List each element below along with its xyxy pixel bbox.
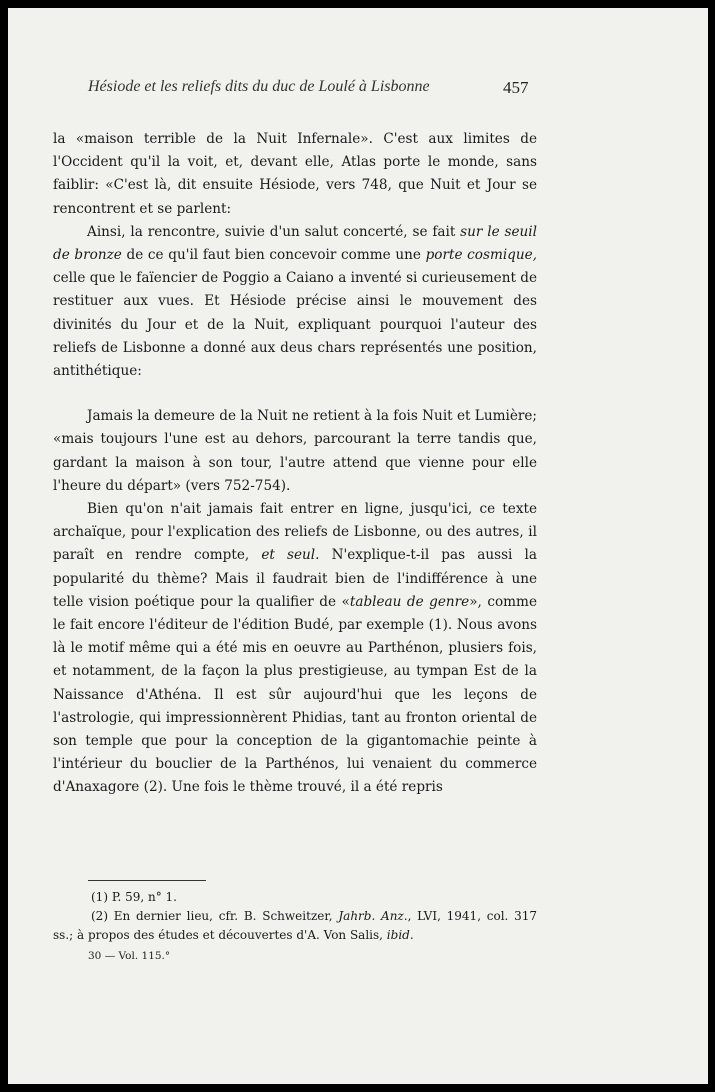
text-run: , LVI, 1941, col. 317 ss.; à propos des études et découvertes d'A. Von Salis, (53, 909, 538, 942)
italic-run: Jahrb. Anz. (338, 909, 408, 923)
text-run: Ainsi, la rencontre, suivie d'un salut concerté, se fait (87, 223, 461, 240)
footnote-2 (53, 907, 537, 945)
running-title: Hésiode et les reliefs dits du duc de Loulé à Lisbonne (88, 78, 430, 95)
footnote-rule (88, 880, 206, 881)
footnote-1: (1) P. 59, n° 1. (91, 890, 177, 904)
page-header (8, 78, 708, 102)
italic-run: sur le seuil de bronze (53, 223, 537, 264)
italic-run: ibid. (386, 928, 414, 942)
italic-run: tableau de genre (349, 593, 470, 610)
body-text (53, 128, 537, 800)
text-run: Bien qu'on n'ait jamais fait entrer en ligne, jusqu'ici, ce texte archaïque, pour l'explication des reliefs de Lisbonne, ou des autres, il paraît en rendre compte, (53, 501, 537, 564)
text-run: celle que le faïencier de Poggio a Caiano a inventé si curieusement de restituer aux vues. Et Hésiode précise ainsi le mouvement des divinités du Jour et de la Nuit, expliquant pourquoi l'auteur des reliefs de Lisbonne a donné aux deus chars représentés une position, antithétique: (53, 270, 537, 380)
text-run: (2) En dernier lieu, cfr. B. Schweitzer, (91, 909, 339, 923)
text-run: », comme le fait encore l'éditeur de l'édition Budé, par exemple (1). Nous avons là le motif même qui a été mis en oeuvre au Parthénon, plusiers fois, et notamment, de la façon la plus prestigieuse, au tympan Est de la Naissance d'Athéna. Il est sûr aujourd'hui que les leçons de l'astrologie, qui impressionnèrent Phidias, tant au fronton oriental de son temple que pour la conception de la gigantomachie peinte à l'intérieur du bouclier de la Parthénos, lui venaient du commerce d'Anaxagore (2). Une fois le thème trouvé, il a été repris (53, 593, 537, 796)
printer-signature: 30 — Vol. 115.° (88, 950, 171, 962)
page-number: 457 (503, 78, 529, 97)
paragraph: la «maison terrible de la Nuit Infernale». C'est aux limites de l'Occident qu'il la voit, et, devant elle, Atlas porte le monde, sans faiblir: «C'est là, dit ensuite Hésiode, vers 748, que Nuit et Jour se rencontrent et se parlent: (53, 131, 537, 217)
footnotes (53, 888, 537, 945)
paragraph (53, 221, 537, 383)
block-quote: Jamais la demeure de la Nuit ne retient à la fois Nuit et Lumière; «mais toujours l'une est au dehors, parcourant la terre tandis que, gardant la maison à son tour, l'autre attend que vienne pour elle l'heure du départ» (vers 752-754). (53, 408, 537, 494)
italic-run: et seul. (261, 547, 320, 564)
book-page (8, 8, 708, 1084)
text-run: N'explique-t-il pas aussi la popularité du thème? Mais il faudrait bien de l'indifférence à une telle vision poétique pour la qualifier de « (53, 547, 537, 610)
paragraph (53, 498, 537, 800)
italic-run: porte cosmique, (425, 247, 538, 264)
text-run: de ce qu'il faut bien concevoir comme une (121, 247, 426, 264)
